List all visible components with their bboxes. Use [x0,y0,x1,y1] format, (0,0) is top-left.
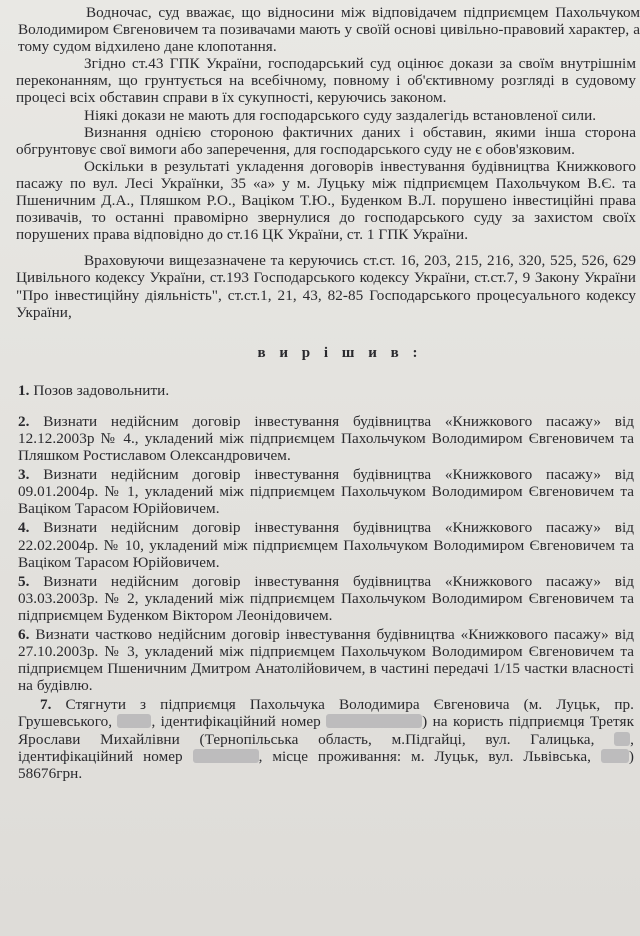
item-number: 1. [18,381,30,399]
item-text-part: , ідентифікаційний номер [151,713,321,731]
item-number: 6. [18,626,30,643]
item-text-part: ) 58676грн. [18,747,634,782]
verdict-item-1 [0,382,640,399]
item-number: 2. [18,412,30,430]
redacted-block [117,714,151,728]
verdict-item-3 [0,466,640,517]
document-text [0,4,640,784]
paragraph-1: Водночас, суд вважає, що відносини між відповідачем підприємцем Пахольчуком Володимиром Євгеновичем та позивачами мають у своїй основі цивільно-правовий характер, а тому судом відхилено дане клопотання. [18,4,640,56]
paragraph-4: Визнання однією стороною фактичних даних і обставин, якими інша сторона обгрунтовує свої вимоги або заперечення, для господарського суду не є обов'язковим. [16,123,636,158]
verdict-item-5 [0,573,640,624]
item-text: Визнати недійсним договір інвестування будівництва «Книжкового пасажу» від 22.02.2004р. № 10, укладений між підприємцем Пахольчуком Володимиром Євгеновичем та Ваціком Тарасом Юрійовичем. [18,519,634,571]
item-text: Визнати недійсним договір інвестування будівництва «Книжкового пасажу» від 09.01.2004р. № 1, укладений між підприємцем Пахольчуком Володимиром Євгеновичем та Ваціком Тарасом Юрійовичем. [18,466,634,518]
item-number: 7. [40,696,52,714]
verdict-item-2 [0,413,640,464]
verdict-item-7 [0,696,640,781]
item-text: Визнати недійсним договір інвестування будівництва «Книжкового пасажу» від 12.12.2003р № 4., укладений між підприємцем Пахольчуком Володимиром Євгеновичем та Пляшком Ростиславом Олександровичем. [18,412,634,465]
item-text: Визнати частково недійсним договір інвестування будівництва «Книжкового пасажу» від 27.10.2003р. № 3, укладений між підприємцем Пахольчуком Володимиром Євгеновичем та підприємцем Пшеничним Дмитром Анатолійовичем, в частині передачі 1/15 частки власності на будівлю. [18,626,634,695]
item-number: 5. [18,572,30,590]
item-text-part: ) на користь підприємця Третяк Ярослави Михайлівни (Тернопільська область, м.Підгайці, вул. Галицька, [18,713,635,748]
item-text-part: , ідентифікаційний номер [18,730,635,765]
item-text: Визнати недійсним договір інвестування будівництва «Книжкового пасажу» від 03.03.2003р. № 2, укладений між підприємцем Пахольчуком Володимиром Євгеновичем та підприємцем Буденком Віктором Леонідовичем. [18,572,634,624]
paragraph-2: Згідно ст.43 ГПК України, господарський суд оцінює докази за своїм внутрішнім переконанням, що грунтується на всебічному, повному і об'єктивному розгляді в судовому процесі всіх обставин справи в їх сукупності, керуючись законом. [16,55,636,107]
item-number: 3. [18,466,30,484]
item-text-part: Стягнути з підприємця Пахольчука Володимира Євгеновича (м. Луцьк, пр. Грушевського, [18,696,634,731]
redacted-block [193,749,259,763]
verdict-item-6 [0,626,640,694]
item-text-part: , місце проживання: м. Луцьк, вул. Львівська, [258,747,591,765]
item-number: 4. [18,519,30,537]
verdict-item-4 [0,519,640,570]
item-text: Позов задовольнити. [33,381,170,399]
redacted-block [601,749,629,763]
paragraph-6: Враховуючи вищезазначене та керуючись ст.ст. 16, 203, 215, 216, 320, 525, 526, 629 Цивільного кодексу України, ст.193 Господарського кодексу України, ст.ст.7, 9 Закону України "Про інвестиційну діяльність", ст.ст.1, 21, 43, 82-85 Господарського процесуального кодексу України, [16,252,636,321]
redacted-block [614,732,630,746]
verdict-heading: в и р і ш и в : [257,344,423,361]
paragraph-5: Оскільки в результаті укладення договорів інвестування будівництва Книжкового пасажу по вул. Лесі Українки, 35 «а» у м. Луцьку між підприємцем Пахольчуком В.Є. та Пшеничним Д.А., Пляшком Р.О., Ваціком Т.Ю., Буденком В.Л. порушено інвестиційні права позивачів, то останні правомірно звернулися до господарського суду за захистом своїх порушених права відповідно до ст.16 ЦК України, ст. 1 ГПК України. [16,157,636,244]
paragraph-3: Ніякі докази не мають для господарського суду заздалегідь встановленої сили. [84,106,597,124]
redacted-block [326,714,422,728]
